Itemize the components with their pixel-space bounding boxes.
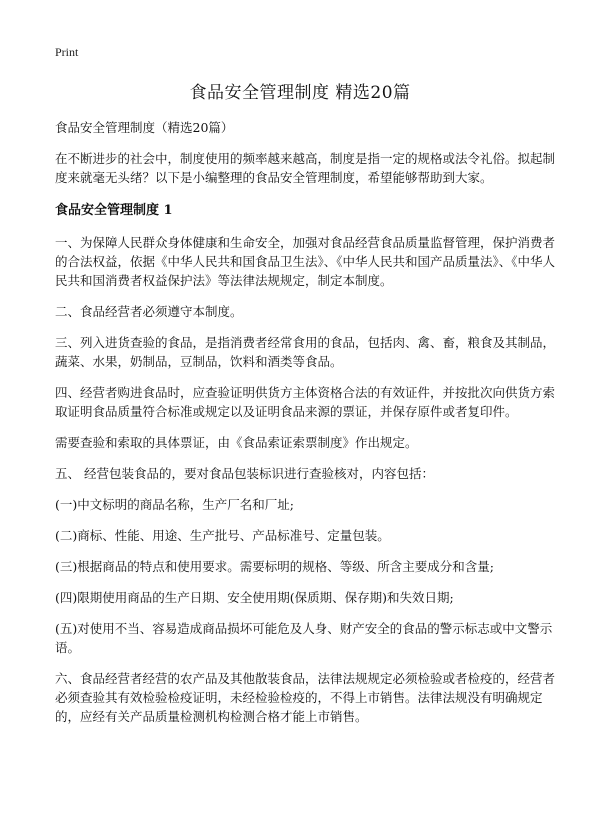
paragraph-7: (一)中文标明的商品名称，生产厂名和厂址; bbox=[55, 497, 294, 512]
paragraph-12: 六、食品经营者经营的农产品及其他散装食品，法律法规规定必须检验或者检疫的，经营者必须查验其有效检验检疫证明，未经检验检疫的，不得上市销售。法律法规没有明确规定的，应经有关产品质量检测机构检测合格才能上市销售。 bbox=[55, 671, 556, 724]
paragraph-5: 需要查验和索取的具体票证，由《食品索证索票制度》作出规定。 bbox=[55, 435, 418, 450]
paragraph-4: 四、经营者购进食品时，应查验证明供货方主体资格合法的有效证件，并按批次向供货方索取证明食品质量符合标准或规定以及证明食品来源的票证，并保存原件或者复印件。 bbox=[55, 385, 556, 419]
paragraph-9: (三)根据商品的特点和使用要求。需要标明的规格、等级、所含主要成分和含量; bbox=[55, 559, 494, 574]
paragraph-8: (二)商标、性能、用途、生产批号、产品标准号、定量包装。 bbox=[55, 528, 390, 543]
document-title: 食品安全管理制度 精选20篇 bbox=[189, 83, 411, 103]
paragraph-11: (五)对使用不当、容易造成商品损坏可能危及人身、财产安全的食品的警示标志或中文警示语。 bbox=[55, 621, 553, 655]
paragraph-6: 五、 经营包装食品的，要对食品包装标识进行查验核对，内容包括： bbox=[55, 466, 434, 481]
paragraph-3: 三、列入进货查验的食品，是指消费者经常食用的食品，包括肉、禽、畜，粮食及其制品，蔬菜、水果，奶制品，豆制品，饮料和酒类等食品。 bbox=[55, 335, 556, 369]
paragraph-2: 二、食品经营者必须遵守本制度。 bbox=[55, 304, 243, 319]
paragraph-1: 一、为保障人民群众身体健康和生命安全，加强对食品经营食品质量监督管理，保护消费者的合法权益，依据《中华人民共和国食品卫生法》、《中华人民共和国产品质量法》、《中华人民共和国消费者权益保护法》等法律法规规定，制定本制度。 bbox=[55, 235, 556, 288]
print-label: Print bbox=[55, 45, 79, 59]
paragraph-10: (四)限期使用商品的生产日期、安全使用期(保质期、保存期)和失效日期; bbox=[55, 590, 454, 605]
document-subtitle: 食品安全管理制度（精选20篇） bbox=[55, 120, 234, 135]
document-body bbox=[55, 118, 555, 738]
intro-paragraph: 在不断进步的社会中，制度使用的频率越来越高，制度是指一定的规格或法令礼俗。拟起制度来就毫无头绪？以下是小编整理的食品安全管理制度，希望能够帮助到大家。 bbox=[55, 151, 556, 185]
section-heading: 食品安全管理制度 1 bbox=[55, 203, 173, 218]
